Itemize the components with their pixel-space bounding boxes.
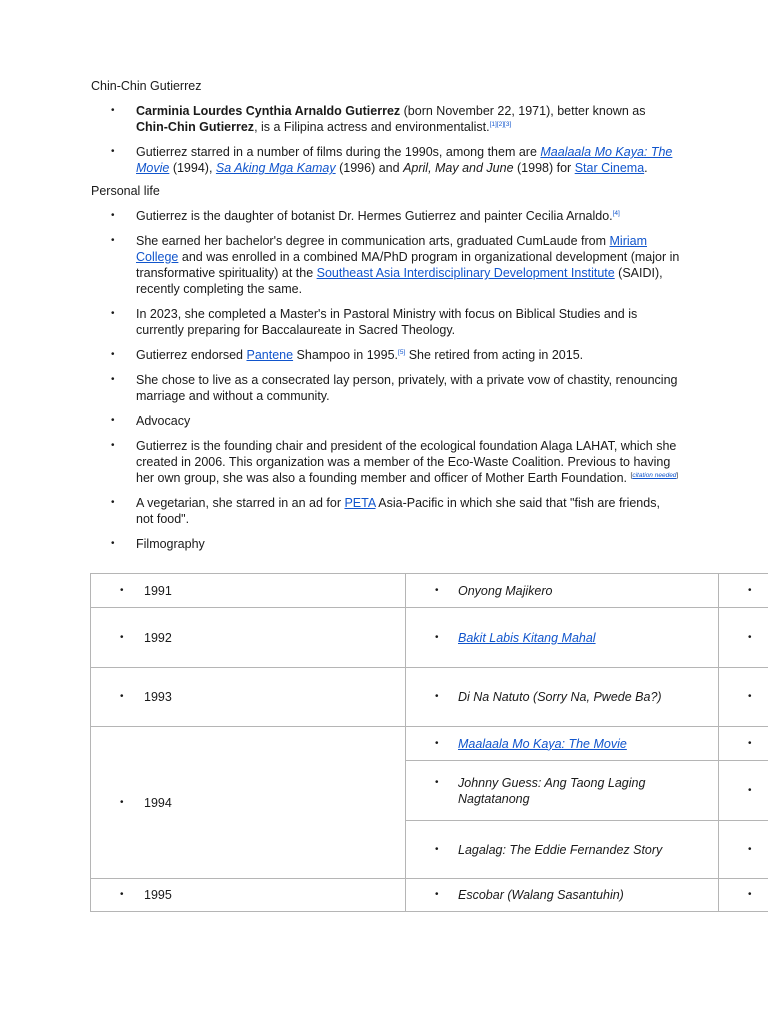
bullet-icon: • — [748, 584, 752, 596]
title-cell — [406, 821, 719, 879]
role-cell — [719, 821, 768, 879]
bullet-icon: • — [111, 210, 115, 221]
citation-needed: [citation needed] — [630, 471, 679, 479]
list-item: • She chose to live as a consecrated lay person, privately, with a private vow of chastity, renouncing marriage and without a community. — [111, 373, 678, 403]
filmography-table — [90, 573, 768, 912]
film-title-april-may-june: April, May and June — [403, 161, 514, 175]
bullet-icon: • — [748, 843, 752, 855]
link-saidi[interactable]: Southeast Asia Interdisciplinary Development Institute — [316, 266, 615, 280]
film-title: Di Na Natuto (Sorry Na, Pwede Ba?) — [458, 690, 662, 704]
role-cell — [719, 608, 768, 668]
list-item: • Gutierrez endorsed Pantene Shampoo in 1995.[5] She retired from acting in 2015. — [111, 348, 584, 362]
film-link-sa-aking-mga-kamay[interactable]: Sa Aking Mga Kamay — [215, 161, 336, 175]
reference-link[interactable]: [1][2][3] — [489, 120, 512, 128]
advocacy-heading: Advocacy — [136, 414, 191, 428]
table-row — [91, 879, 768, 912]
list-item — [108, 413, 680, 429]
list-item: • Gutierrez is the founding chair and president of the ecological foundation Alaga LAHAT, which she created in 2006. This organization was a member of the Eco-Waste Coalition. Previous to having her own group, she was also a founding member and officer of Mother Earth Foundation. [citation needed] — [111, 439, 679, 485]
bullet-icon: • — [435, 889, 439, 900]
table-row — [91, 668, 768, 727]
link-miriam-college[interactable]: Miriam College — [136, 234, 647, 264]
table-row — [91, 608, 768, 668]
citation-needed-link[interactable]: citation needed — [632, 471, 677, 479]
film-title: Lagalag: The Eddie Fernandez Story — [458, 842, 663, 857]
bullet-icon: • — [111, 374, 115, 385]
bullet-icon: • — [120, 796, 124, 808]
list-item — [108, 536, 680, 552]
bullet-icon: • — [120, 889, 124, 900]
year-cell: • 1991 — [91, 574, 406, 608]
section-heading-personal-life: Personal life — [91, 184, 160, 198]
film-link[interactable]: Bakit Labis Kitang Mahal — [458, 630, 596, 645]
intro-list — [108, 103, 680, 185]
page-title: Chin-Chin Gutierrez — [91, 79, 202, 93]
bullet-icon: • — [435, 691, 439, 702]
reference-link[interactable]: [4] — [612, 209, 620, 217]
title-cell — [406, 668, 719, 727]
reference-link[interactable]: [5] — [398, 348, 406, 356]
title-cell — [406, 608, 719, 668]
year-cell: • 1995 — [91, 879, 406, 912]
bullet-icon: • — [120, 691, 124, 702]
film-title: Onyong Majikero — [458, 583, 553, 598]
list-item: • Gutierrez is the daughter of botanist Dr. Hermes Gutierrez and painter Cecilia Arnaldo.[4] — [111, 209, 620, 223]
list-item: • In 2023, she completed a Master's in Pastoral Ministry with focus on Biblical Studies and is currently preparing for Baccalaureate in Sacred Theology. — [111, 307, 638, 337]
bullet-icon: • — [435, 584, 439, 596]
list-item: • She earned her bachelor's degree in communication arts, graduated CumLaude from Miriam College and was enrolled in a combined MA/PhD program in organizational development (major in transformative spirituality) at the Southeast Asia Interdisciplinary Development Institute (SAIDI), recently completing the same. — [111, 234, 680, 296]
bullet-icon: • — [111, 349, 115, 360]
bullet-icon: • — [120, 584, 124, 596]
bullet-icon: • — [435, 776, 439, 788]
bullet-icon: • — [120, 631, 124, 643]
role-cell — [719, 879, 768, 912]
role-cell — [719, 574, 768, 608]
studio-link-star-cinema[interactable]: Star Cinema — [574, 161, 645, 175]
bullet-icon: • — [111, 415, 115, 426]
title-cell — [406, 727, 719, 761]
title-cell — [406, 761, 719, 821]
full-name: Carminia Lourdes Cynthia Arnaldo Gutierrez — [136, 104, 401, 118]
film-link[interactable]: Maalaala Mo Kaya: The Movie — [458, 736, 627, 751]
table-row — [91, 574, 768, 608]
list-item: • A vegetarian, she starred in an ad for PETA Asia-Pacific in which she said that "fish are friends, not food". — [111, 496, 660, 526]
role-cell — [719, 761, 768, 821]
title-cell — [406, 879, 719, 912]
bullet-icon: • — [748, 691, 752, 702]
year-cell: • 1992 — [91, 608, 406, 668]
bullet-icon: • — [111, 105, 115, 116]
bullet-icon: • — [111, 235, 115, 246]
list-item: • Carminia Lourdes Cynthia Arnaldo Gutierrez (born November 22, 1971), better known as Chin-Chin Gutierrez, is a Filipina actress and environmentalist.[1][2][3] — [111, 104, 646, 134]
bullet-icon: • — [748, 631, 752, 643]
title-cell — [406, 574, 719, 608]
bullet-icon: • — [111, 308, 115, 319]
bullet-icon: • — [748, 784, 752, 796]
filmography-heading: Filmography — [136, 537, 205, 551]
film-title: Escobar (Walang Sasantuhin) — [458, 888, 624, 902]
bullet-icon: • — [435, 843, 439, 855]
bullet-icon: • — [748, 737, 752, 749]
bullet-icon: • — [111, 538, 115, 549]
bullet-icon: • — [748, 889, 752, 900]
known-as-name: Chin-Chin Gutierrez — [136, 120, 255, 134]
bullet-icon: • — [111, 497, 115, 508]
bullet-icon: • — [435, 737, 439, 749]
bullet-icon: • — [435, 631, 439, 643]
film-link-maalaala-mo-kaya[interactable]: Maalaala Mo Kaya: The Movie — [136, 145, 673, 175]
year-cell: • 1993 — [91, 668, 406, 727]
role-cell — [719, 668, 768, 727]
bullet-icon: • — [111, 440, 115, 451]
list-item: • Gutierrez starred in a number of films during the 1990s, among them are Maalaala Mo Kaya: The Movie (1994), Sa Aking Mga Kamay (1996) and April, May and June (1998) for Star Cinema. — [111, 145, 673, 175]
year-cell: • 1994 — [91, 727, 406, 879]
film-title: Johnny Guess: Ang Taong Laging Nagtatanong — [458, 775, 646, 806]
table-row — [91, 727, 768, 761]
personal-list — [108, 208, 680, 561]
role-cell — [719, 727, 768, 761]
link-peta[interactable]: PETA — [344, 496, 376, 510]
link-pantene[interactable]: Pantene — [246, 348, 294, 362]
bullet-icon: • — [111, 146, 115, 157]
